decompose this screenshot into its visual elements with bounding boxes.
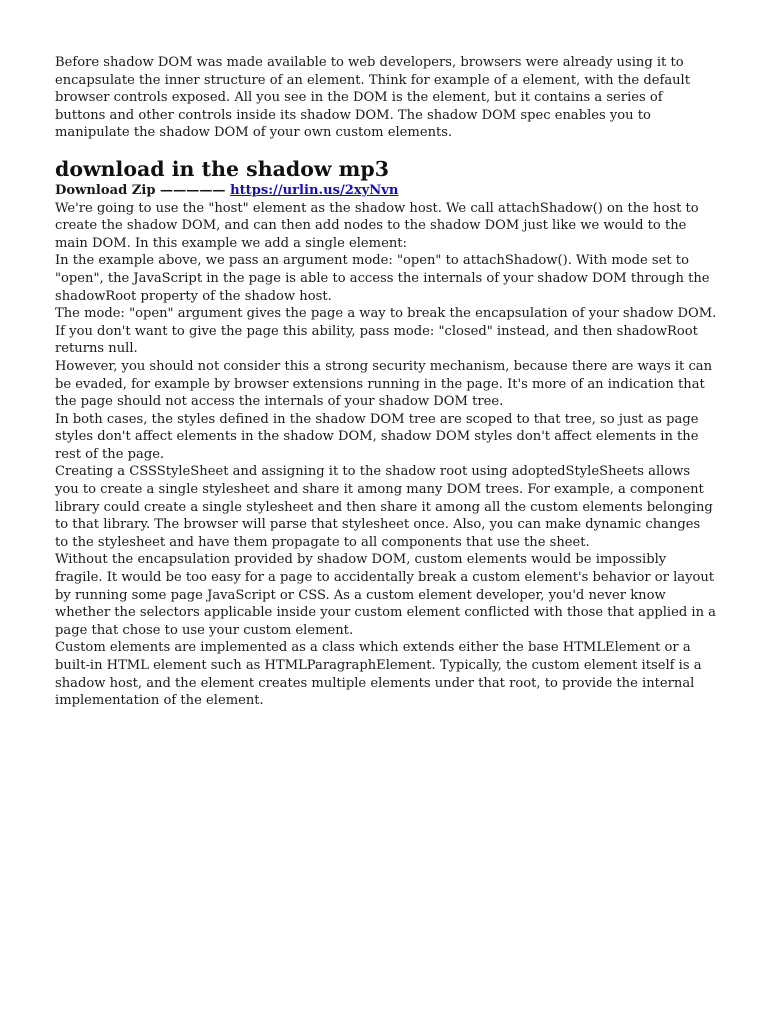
paragraph: Custom elements are implemented as a class which extends either the base HTMLElement or a built-in HTML element such as HTMLParagraphElement. Typically, the custom element itself is a shadow host, and the element creates multiple elements under that root, to provide the internal implementation of the element. [55,640,702,709]
paragraph: Without the encapsulation provided by shadow DOM, custom elements would be impossibly fragile. It would be too easy for a page to accidentally break a custom element's behavior or layout by running some page JavaScript or CSS. As a custom element developer, you'd never know whether the selectors applicable inside your custom element conflicted with those that applied in a page that chose to use your custom element. [55,552,716,638]
download-line [55,182,717,200]
intro-paragraph: Before shadow DOM was made available to web developers, browsers were already using it to encapsulate the inner structure of an element. Think for example of a element, with the default browser controls exposed. All you see in the DOM is the element, but it contains a series of buttons and other controls inside its shadow DOM. The shadow DOM spec enables you to manipulate the shadow DOM of your own custom elements. [55,55,691,141]
paragraph: The mode: "open" argument gives the page a way to break the encapsulation of your shadow DOM. If you don't want to give the page this ability, pass mode: "closed" instead, and then shadowRoot returns null. [55,306,717,357]
paragraph: In both cases, the styles defined in the shadow DOM tree are scoped to that tree, so just as page styles don't affect elements in the shadow DOM, shadow DOM styles don't affect elements in the rest of the page. [55,411,699,462]
paragraph: Creating a CSSStyleSheet and assigning it to the shadow root using adoptedStyleSheets allows you to create a single stylesheet and share it among many DOM trees. For example, a component library could create a single stylesheet and then share it among all the custom elements belonging to that library. The browser will parse that stylesheet once. Also, you can make dynamic changes to the stylesheet and have them propagate to all components that use the sheet. [55,464,713,550]
download-label: Download Zip ————— [55,182,226,198]
article-body [55,54,717,710]
page-title: download in the shadow mp3 [55,156,389,181]
paragraph: However, you should not consider this a strong security mechanism, because there are ways it can be evaded, for example by browser extensions running in the page. It's more of an indication that the page should not access the internals of your shadow DOM tree. [55,358,713,410]
paragraph: In the example above, we pass an argument mode: "open" to attachShadow(). With mode set to "open", the JavaScript in the page is able to access the internals of your shadow DOM through the shadowRoot property of the shadow host. [55,253,710,304]
download-link[interactable]: https://urlin.us/2xyNvn [230,182,399,198]
paragraph: We're going to use the "host" element as the shadow host. We call attachShadow() on the host to create the shadow DOM, and can then add nodes to the shadow DOM just like we would to the main DOM. In this example we add a single element: [55,200,699,251]
